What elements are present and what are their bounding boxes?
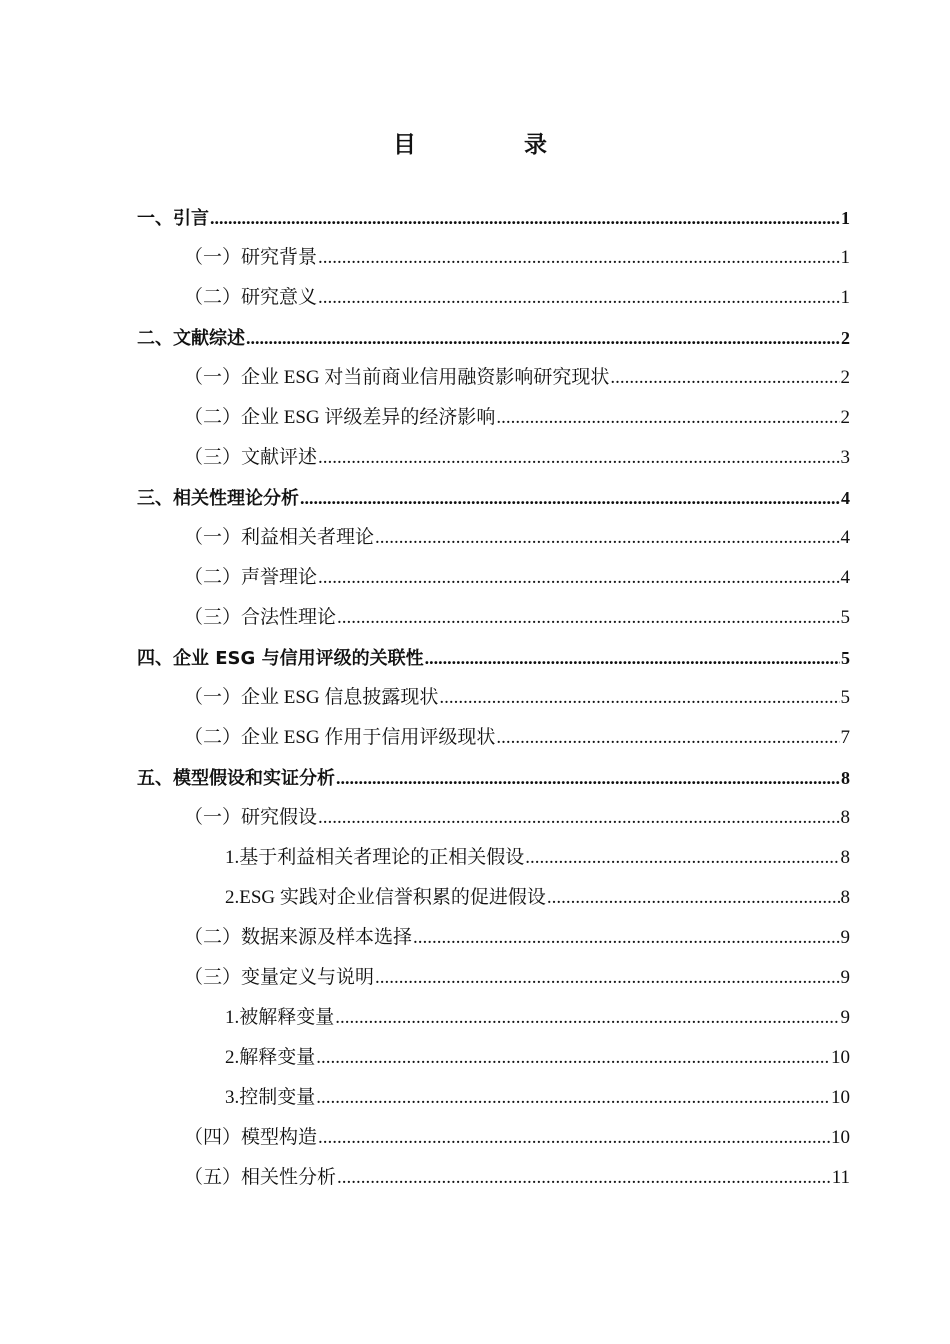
toc-entry[interactable]	[137, 958, 850, 998]
toc-leader-dots	[300, 478, 840, 518]
toc-entry[interactable]	[137, 1118, 850, 1158]
toc-entry-label: 1.被解释变量	[225, 1007, 335, 1028]
toc-entry-page: 2	[840, 367, 850, 388]
toc-entry-label: 3.控制变量	[225, 1087, 316, 1108]
toc-entry[interactable]	[137, 518, 850, 558]
toc-leader-dots	[318, 238, 839, 278]
toc-entry-page: 1	[841, 208, 850, 228]
toc-entry-page: 4	[841, 488, 850, 508]
toc-entry-label: （二）企业 ESG 作用于信用评级现状	[184, 727, 496, 748]
toc-leader-dots	[318, 1118, 830, 1158]
toc-leader-dots	[318, 438, 839, 478]
toc-leader-dots	[336, 758, 840, 798]
toc-entry-page: 5	[840, 607, 850, 628]
toc-leader-dots	[610, 358, 839, 398]
toc-entry-label: （二）企业 ESG 评级差异的经济影响	[184, 407, 496, 428]
toc-leader-dots	[316, 1038, 830, 1078]
toc-leader-dots	[337, 1158, 831, 1198]
toc-leader-dots	[318, 558, 839, 598]
toc-leader-dots	[547, 878, 840, 918]
toc-entry-label: 五、模型假设和实证分析	[137, 768, 335, 789]
toc-entry-label: （二）研究意义	[184, 287, 318, 308]
toc-entry[interactable]	[137, 918, 850, 958]
toc-leader-dots	[316, 1078, 830, 1118]
toc-leader-dots	[246, 318, 840, 358]
toc-entry-page: 8	[841, 768, 850, 788]
toc-entry-page: 1	[840, 247, 850, 268]
toc-entry-label: 2.解释变量	[225, 1047, 316, 1068]
toc-entry[interactable]	[137, 438, 850, 478]
toc-entry[interactable]	[137, 198, 850, 238]
toc-entry-label: （三）文献评述	[184, 447, 318, 468]
toc-entry-page: 8	[840, 887, 850, 908]
toc-entry-label: （二）数据来源及样本选择	[184, 927, 413, 948]
toc-leader-dots	[318, 798, 839, 838]
toc-entry[interactable]	[137, 678, 850, 718]
toc-leader-dots	[496, 398, 839, 438]
toc-entry-label: （一）研究假设	[184, 807, 318, 828]
toc-entry-page: 8	[840, 847, 850, 868]
toc-entry[interactable]	[137, 1038, 850, 1078]
toc-entry-label: 1.基于利益相关者理论的正相关假设	[225, 847, 525, 868]
toc-entry[interactable]	[137, 878, 850, 918]
toc-entry-label: （二）声誉理论	[184, 567, 318, 588]
toc-entry[interactable]	[137, 318, 850, 358]
toc-leader-dots	[375, 958, 839, 998]
toc-entry-page: 1	[840, 287, 850, 308]
toc-entry[interactable]	[137, 1078, 850, 1118]
toc-entry-page: 9	[840, 967, 850, 988]
table-of-contents	[137, 198, 850, 1198]
toc-leader-dots	[425, 638, 840, 678]
toc-entry-page: 4	[840, 527, 850, 548]
toc-entry[interactable]	[137, 758, 850, 798]
toc-entry-page: 9	[840, 1007, 850, 1028]
toc-entry[interactable]	[137, 238, 850, 278]
toc-entry[interactable]	[137, 838, 850, 878]
toc-entry-page: 3	[840, 447, 850, 468]
toc-entry-page: 10	[831, 1047, 850, 1068]
toc-entry-label: 一、引言	[137, 208, 209, 229]
toc-entry-page: 5	[840, 687, 850, 708]
toc-leader-dots	[439, 678, 839, 718]
toc-entry[interactable]	[137, 998, 850, 1038]
toc-entry[interactable]	[137, 1158, 850, 1198]
toc-leader-dots	[375, 518, 839, 558]
toc-entry-page: 2	[841, 328, 850, 348]
toc-entry-label: （五）相关性分析	[184, 1167, 337, 1188]
toc-leader-dots	[337, 598, 839, 638]
toc-entry-label: 四、企业 ESG 与信用评级的关联性	[137, 648, 424, 669]
toc-entry-label: 三、相关性理论分析	[137, 488, 299, 509]
toc-entry-page: 5	[841, 648, 850, 668]
toc-leader-dots	[525, 838, 839, 878]
toc-entry[interactable]	[137, 798, 850, 838]
toc-entry-label: （一）企业 ESG 信息披露现状	[184, 687, 439, 708]
toc-entry-label: （一）利益相关者理论	[184, 527, 375, 548]
toc-leader-dots	[413, 918, 839, 958]
toc-entry[interactable]	[137, 638, 850, 678]
toc-entry-page: 8	[840, 807, 850, 828]
toc-entry-label: （三）合法性理论	[184, 607, 337, 628]
toc-leader-dots	[335, 998, 839, 1038]
toc-entry[interactable]	[137, 718, 850, 758]
toc-entry-page: 7	[840, 727, 850, 748]
toc-entry-page: 9	[840, 927, 850, 948]
toc-entry-page: 4	[840, 567, 850, 588]
toc-entry-label: （四）模型构造	[184, 1127, 318, 1148]
toc-entry[interactable]	[137, 278, 850, 318]
toc-entry-label: （一）研究背景	[184, 247, 318, 268]
toc-entry-label: （一）企业 ESG 对当前商业信用融资影响研究现状	[184, 367, 610, 388]
toc-entry-page: 10	[831, 1127, 850, 1148]
toc-leader-dots	[318, 278, 839, 318]
toc-entry-page: 2	[840, 407, 850, 428]
toc-entry[interactable]	[137, 558, 850, 598]
toc-entry[interactable]	[137, 478, 850, 518]
toc-entry-page: 11	[831, 1167, 850, 1188]
toc-leader-dots	[496, 718, 839, 758]
toc-entry[interactable]	[137, 358, 850, 398]
toc-entry-label: 2.ESG 实践对企业信誉积累的促进假设	[225, 887, 546, 908]
toc-entry-page: 10	[831, 1087, 850, 1108]
toc-leader-dots	[210, 198, 840, 238]
toc-entry-label: 二、文献综述	[137, 328, 245, 349]
page-title: 目 录	[392, 132, 597, 158]
toc-entry[interactable]	[137, 398, 850, 438]
toc-entry-label: （三）变量定义与说明	[184, 967, 375, 988]
toc-entry[interactable]	[137, 598, 850, 638]
